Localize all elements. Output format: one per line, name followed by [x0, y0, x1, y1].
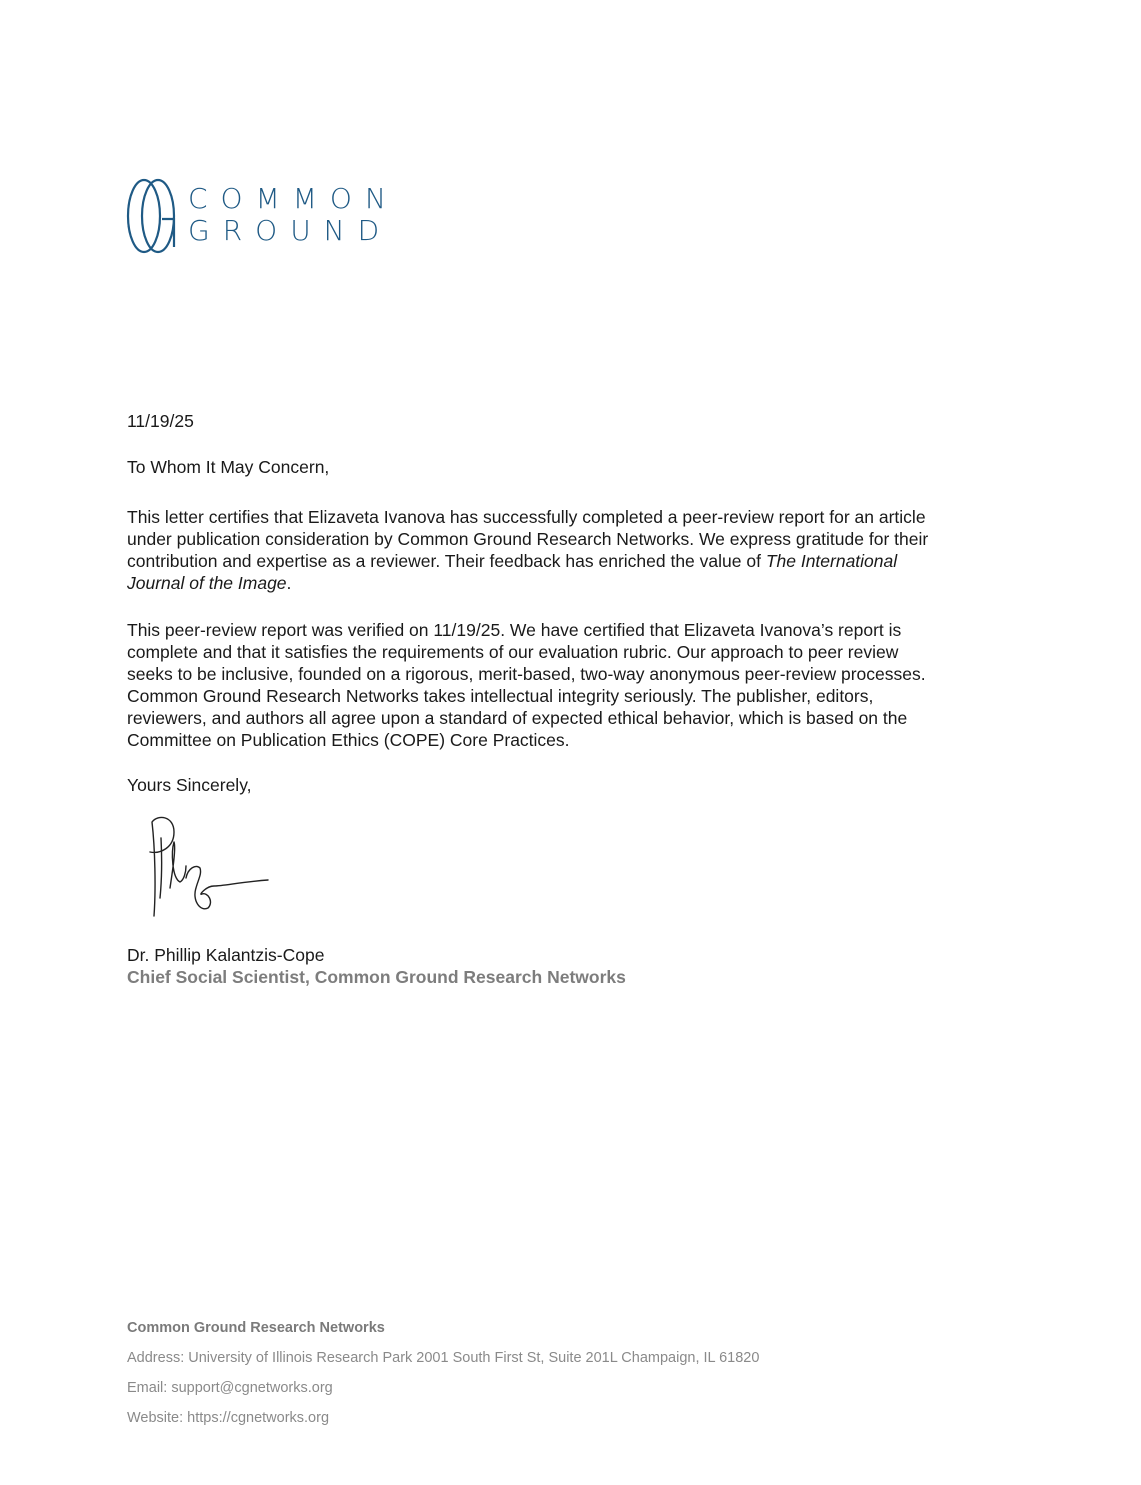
para1-line-4 [127, 572, 1007, 594]
paragraph-verification [127, 619, 1007, 751]
logo-line-1: COMMON [188, 182, 399, 215]
paragraph-certification [127, 506, 1007, 594]
para2-line-4: Common Ground Research Networks takes intellectual integrity seriously. The publisher, editors, [127, 686, 874, 706]
footer-email: Email: support@cgnetworks.org [127, 1380, 333, 1396]
footer-address: Address: University of Illinois Research Park 2001 South First St, Suite 201L Champaign, IL 61820 [127, 1350, 760, 1366]
signer-title: Chief Social Scientist, Common Ground Research Networks [127, 967, 626, 987]
para2-line-6: Committee on Publication Ethics (COPE) Core Practices. [127, 730, 570, 750]
logo-line-2: GROUND [188, 214, 393, 247]
closing: Yours Sincerely, [127, 775, 252, 795]
salutation: To Whom It May Concern, [127, 457, 330, 477]
para2-line-1: This peer-review report was verified on 11/19/25. We have certified that Elizaveta Ivanova’s report is [127, 620, 902, 640]
signer-name: Dr. Phillip Kalantzis-Cope [127, 945, 325, 965]
cg-logo-mark-icon [124, 175, 180, 257]
letter-date: 11/19/25 [127, 411, 194, 431]
common-ground-logo [124, 175, 399, 257]
para1-line-3 [127, 550, 1007, 572]
logo-wordmark [188, 183, 399, 247]
handwritten-signature [140, 808, 280, 923]
para1-line-2: under publication consideration by Common Ground Research Networks. We express gratitude for their [127, 529, 929, 549]
footer-org-name: Common Ground Research Networks [127, 1320, 385, 1336]
para2-line-3: seeks to be inclusive, founded on a rigorous, merit-based, two-way anonymous peer-review processes. [127, 664, 926, 684]
journal-title-part-2: Journal of the Image [127, 573, 287, 593]
para2-line-2: complete and that it satisfies the requirements of our evaluation rubric. Our approach to peer review [127, 642, 899, 662]
journal-title-part-1: The International [765, 551, 898, 571]
para1-line-1: This letter certifies that Elizaveta Ivanova has successfully completed a peer-review report for an article [127, 507, 926, 527]
para1-line-3-text: contribution and expertise as a reviewer. Their feedback has enriched the value of [127, 551, 766, 571]
footer-website: Website: https://cgnetworks.org [127, 1410, 330, 1426]
para2-line-5: reviewers, and authors all agree upon a standard of expected ethical behavior, which is based on the [127, 708, 908, 728]
para1-line-4-suffix: . [286, 573, 292, 593]
